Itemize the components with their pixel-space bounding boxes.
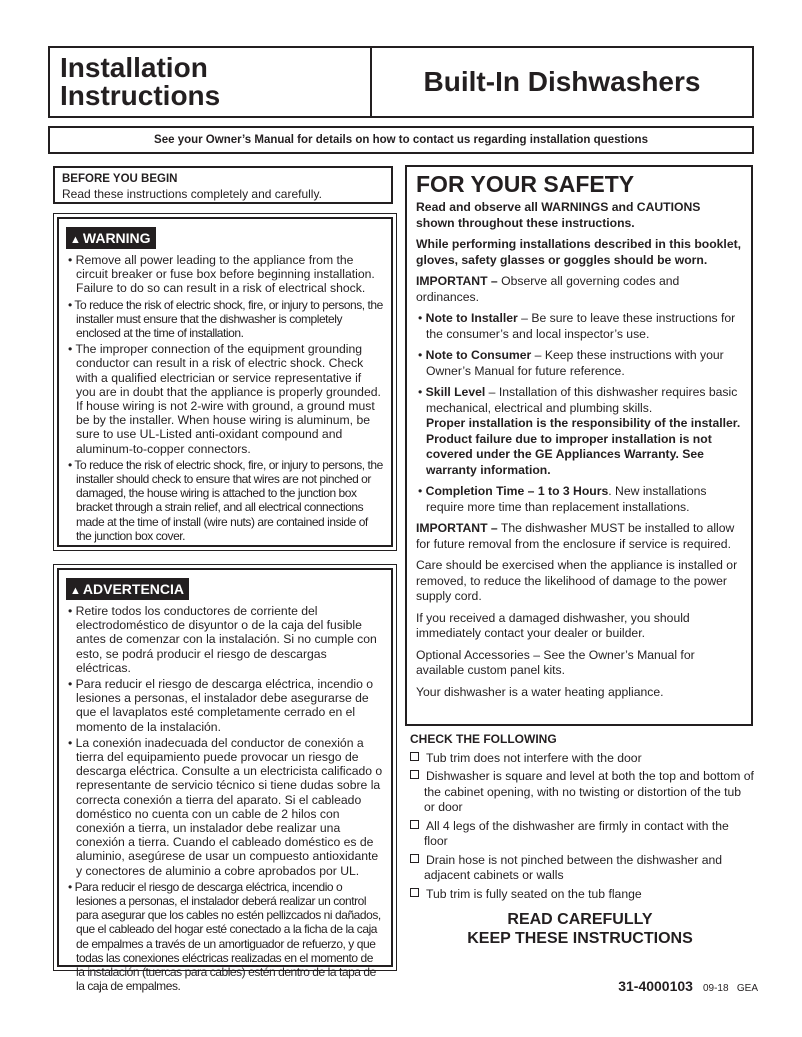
part-number: 31-4000103 xyxy=(618,978,693,994)
warning-triangle-icon: ▲ xyxy=(70,234,81,246)
checklist-item: Drain hose is not pinched between the dishwasher and adjacent cabinets or walls xyxy=(410,853,755,884)
doc-type-title: Installation Instructions xyxy=(50,48,372,116)
safety-title: FOR YOUR SAFETY xyxy=(416,171,635,197)
checkbox-icon xyxy=(410,752,419,761)
revision-date: 09-18 xyxy=(702,983,729,994)
warning-item: • Remove all power leading to the appliance from the circuit breaker or fuse box before beginning installation. Failure to do so can result in a risk of electrical shock. xyxy=(68,253,375,296)
checklist-heading: CHECK THE FOLLOWING xyxy=(410,732,557,746)
safety-paragraph: Read and observe all WARNINGS and CAUTIONS shown throughout these instructions. xyxy=(416,200,701,230)
read-carefully-note: READ CAREFULLY KEEP THESE INSTRUCTIONS xyxy=(467,911,693,947)
important-note: IMPORTANT – Observe all governing codes and ordinances. xyxy=(416,274,680,304)
warning-item: • To reduce the risk of electric shock, fire, or injury to persons, the installer must ensure that the dishwasher is completely enclosed at the time of installation. xyxy=(68,297,383,341)
safety-bullet: • Completion Time – 1 to 3 Hours. New installations require more time than replacement installations. xyxy=(418,484,707,514)
safety-bullet: • Note to Installer – Be sure to leave these instructions for the consumer’s and local inspector’s use. xyxy=(418,311,736,341)
important-note: IMPORTANT – The dishwasher MUST be installed to allow for future removal from the enclosure if service is required. xyxy=(416,521,735,551)
checklist-item: All 4 legs of the dishwasher are firmly in contact with the floor xyxy=(410,819,755,850)
footer xyxy=(618,978,758,994)
brand-code: GEA xyxy=(736,983,758,994)
checkbox-icon xyxy=(410,770,419,779)
safety-paragraph: Optional Accessories – See the Owner’s Manual for available custom panel kits. xyxy=(416,647,695,677)
header xyxy=(48,46,754,118)
safety-paragraph: If you received a damaged dishwasher, you should immediately contact your dealer or builder. xyxy=(416,610,690,640)
warning-box xyxy=(53,213,397,551)
safety-paragraph: Your dishwasher is a water heating appliance. xyxy=(416,684,664,699)
safety-bullet: • Note to Consumer – Keep these instructions with your Owner’s Manual for future reference. xyxy=(418,348,724,378)
safety-paragraph: Care should be exercised when the appliance is installed or removed, to reduce the likelihood of damage to the power supply cord. xyxy=(416,558,738,603)
checkbox-icon xyxy=(410,854,419,863)
advertencia-box xyxy=(53,564,397,994)
warning-item: • The improper connection of the equipment grounding conductor can result in a risk of electric shock. Check with a qualified electrician or service representative if you are in doubt that the appliance is properly grounded. If house wiring is not 2-wire with ground, a ground must be by the installer. When house wiring is aluminum, be sure to use UL-Listed anti-oxidant compound and aluminum-to-copper connectors. xyxy=(68,342,381,456)
advertencia-item: • Retire todos los conductores de corriente del electrodoméstico de disyuntor o de la caja del fusible antes de comenzar con la instalación. Si no cumple con esto, se podrá producir el riesgo de descargas eléctricas. xyxy=(68,604,377,675)
advertencia-item: • Para reducir el riesgo de descarga eléctrica, incendio o lesiones a personas, el instalador deberá realizar un control para asegurar que los cables no estén pellizcados ni dañados, que el cableado del hogar esté conectado a la ficha de la caja de empalmes a través de un amortiguador de refuerzo, y que todas las conexiones eléctricas realizadas en el momento de la instalación (tuercas para cables) estén dentro de la tapa de la caja de empalmes. xyxy=(68,879,381,994)
safety-bullet: • Skill Level – Installation of this dishwasher requires basic mechanical, electrical and plumbing skills. Proper installation is the responsibility of the installer. Product failure due to improper installation is not covered under the GE Appliances Warranty. See warranty information. xyxy=(418,385,741,477)
checklist-item: Dishwasher is square and level at both the top and bottom of the cabinet opening, with no twisting or distortion of the tub or door xyxy=(410,769,755,816)
before-you-begin: BEFORE YOU BEGIN Read these instructions completely and carefully. xyxy=(53,166,393,204)
advertencia-item: • La conexión inadecuada del conductor de conexión a tierra del equipamiento puede provocar un riesgo de descarga eléctrica. Consulte a un electricista calificado o representante de servicio técnico si tiene dudas sobre la correcta conexión a tierra del aparato. Si el cableado doméstico no cuenta con un cable de 2 hilos con conexión a tierra, un instalador debe realizar una conexión a tierra. Cuando el cableado doméstico es de aluminio, asegúrese de usar un compuesto antioxidante y conectores de aluminio a cobre aprobados por UL. xyxy=(68,735,383,878)
advertencia-item: • Para reducir el riesgo de descarga eléctrica, incendio o lesiones a personas, el instalador debe asegurarse de que el lavaplatos esté completamente cerrado en el momento de la instalación. xyxy=(68,677,374,734)
checklist-item: Tub trim is fully seated on the tub flange xyxy=(410,887,755,903)
safety-box xyxy=(405,165,753,726)
advertencia-badge: ▲ ADVERTENCIA xyxy=(66,578,189,600)
checklist-item: Tub trim does not interfere with the door xyxy=(410,751,755,767)
checkbox-icon xyxy=(410,888,419,897)
checklist xyxy=(410,732,755,905)
warning-badge: ▲ WARNING xyxy=(66,227,156,249)
product-title: Built-In Dishwashers xyxy=(423,66,701,97)
safety-paragraph: While performing installations described in this booklet, gloves, safety glasses or goggles should be worn. xyxy=(416,237,742,267)
warning-triangle-icon: ▲ xyxy=(70,585,81,597)
contact-notice: See your Owner’s Manual for details on how to contact us regarding installation questions xyxy=(48,126,754,154)
checkbox-icon xyxy=(410,820,419,829)
warning-item: • To reduce the risk of electric shock, fire, or injury to persons, the installer should check to ensure that wires are not pinched or damaged, the house wiring is attached to the junction box bracket through a strain relief, and all electrical connections made at the time of install (wire nuts) are contained inside of the junction box cover. xyxy=(68,457,383,543)
